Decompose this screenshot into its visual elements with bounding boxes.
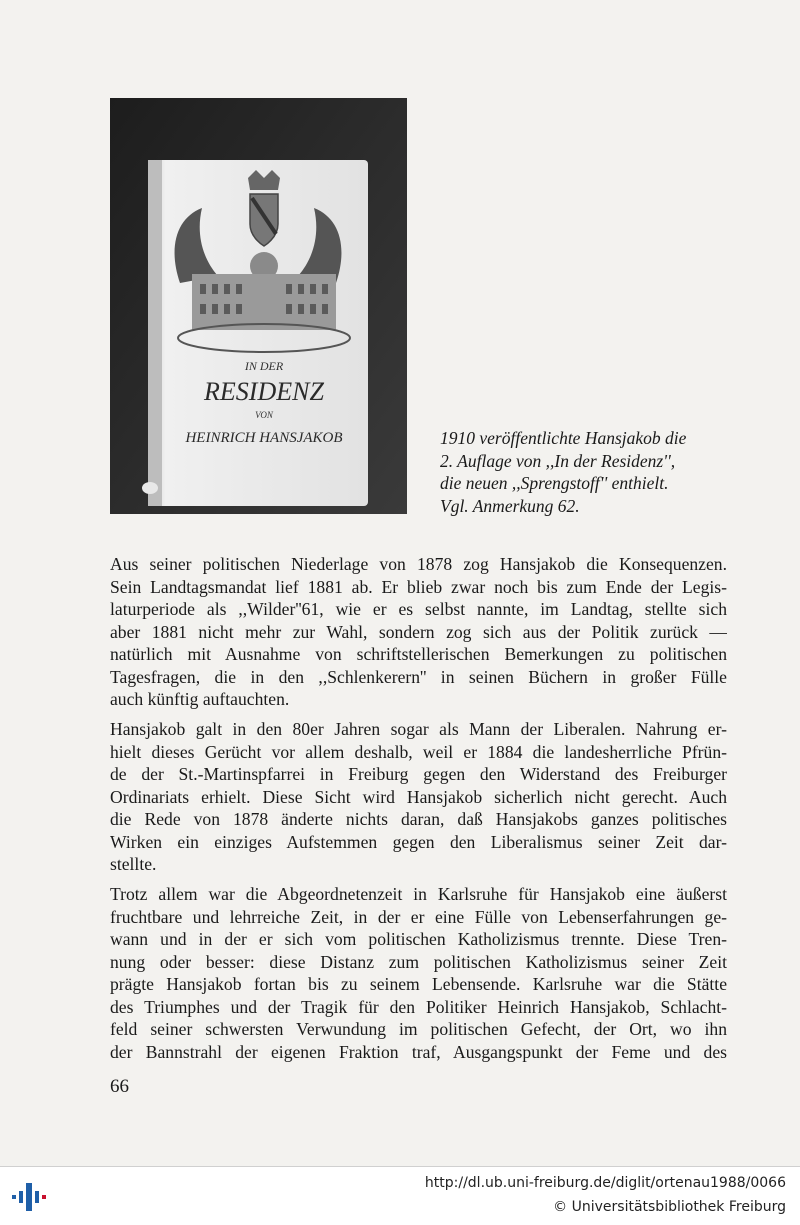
text-line: Sein Landtagsmandat lief 1881 ab. Er blieb zwar noch bis zum Ende der Legis- [110,576,727,597]
copyright-text: © Universitätsbibliothek Freiburg [553,1199,786,1215]
paragraph-1 [110,553,727,711]
text-line: de der St.-Martinspfarrei in Freiburg gegen den Widerstand des Freiburger [110,764,727,784]
text-line: wann und in der er sich vom politischen Katholizismus trennte. Diese Tren- [110,929,727,949]
caption-line: die neuen ,,Sprengstoff'' enthielt. [440,473,669,493]
text-line: Hansjakob galt in den 80er Jahren sogar als Mann der Liberalen. Nahrung er- [110,719,727,739]
caption-line: 1910 veröffentlichte Hansjakob die [440,428,687,448]
text-line: auch künftig auftauchten. [110,689,290,709]
text-line: Wirken ein einziges Aufstemmen gegen den Liberalismus seiner Zeit dar- [110,831,727,852]
text-line: des Triumphes und der Tragik für den Politiker Heinrich Hansjakob, Schlacht- [110,996,727,1017]
paragraph-2 [110,718,727,876]
text-line: laturperiode als ,,Wilder''61, wie er es selbst nannte, im Landtag, stellte sich [110,599,727,619]
text-line: Trotz allem war die Abgeordnetenzeit in Karlsruhe für Hansjakob eine äußerst [110,884,727,904]
text-line: Aus seiner politischen Niederlage von 1878 zog Hansjakob die Konsequenzen. [110,554,727,574]
text-line: prägte Hansjakob fortan bis zu seinem Lebensende. Karlsruhe war die Stätte [110,974,727,994]
text-line: stellte. [110,854,157,874]
text-line: hielt dieses Gerücht vor allem deshalb, weil er 1884 die landesherrliche Pfrün- [110,741,727,762]
text-line: natürlich mit Ausnahme von schriftstellerischen Bemerkungen zu politischen [110,644,727,664]
text-line: die Rede von 1878 änderte nichts daran, daß Hansjakobs ganzes politisches [110,809,727,829]
caption-line: 2. Auflage von ,,In der Residenz'', [440,450,676,471]
book-title-line3: VON [255,410,273,420]
text-line: Ordinariats erhielt. Diese Sicht wird Hansjakob sicherlich nicht gerecht. Auch [110,786,727,807]
book-title-line4: HEINRICH HANSJAKOB [185,430,343,446]
paragraph-3 [110,883,727,1063]
text-line: feld seiner schwersten Verwundung im politischen Gefecht, der Ort, wo ihn [110,1019,727,1039]
text-line: der Bannstrahl der eigenen Fraktion traf, Ausgangspunkt der Feme und des [110,1041,727,1062]
viewer-footer [0,1166,800,1225]
text-line: aber 1881 nicht mehr zur Wahl, sondern zog sich aus der Politik zurück — [110,621,727,642]
text-line: Tagesfragen, die in den ,,Schlenkerern'' in seinen Büchern in großer Fülle [110,666,727,687]
book-title-line1: IN DER [244,359,284,373]
figure-caption [440,427,728,517]
page-number: 66 [110,1076,129,1097]
text-line: nung oder besser: diese Distanz zum politischen Katholizismus seiner Zeit [110,951,727,972]
book-cover-photo [110,98,407,514]
text-line: fruchtbare und lehrreiche Zeit, in der er eine Fülle von Lebenserfahrungen ge- [110,906,727,927]
caption-line: Vgl. Anmerkung 62. [440,495,580,516]
library-logo-icon[interactable] [10,1177,50,1217]
book-title-line2: RESIDENZ [204,377,324,406]
document-url-link[interactable]: http://dl.ub.uni-freiburg.de/diglit/ortenau1988/0066 [424,1175,786,1191]
